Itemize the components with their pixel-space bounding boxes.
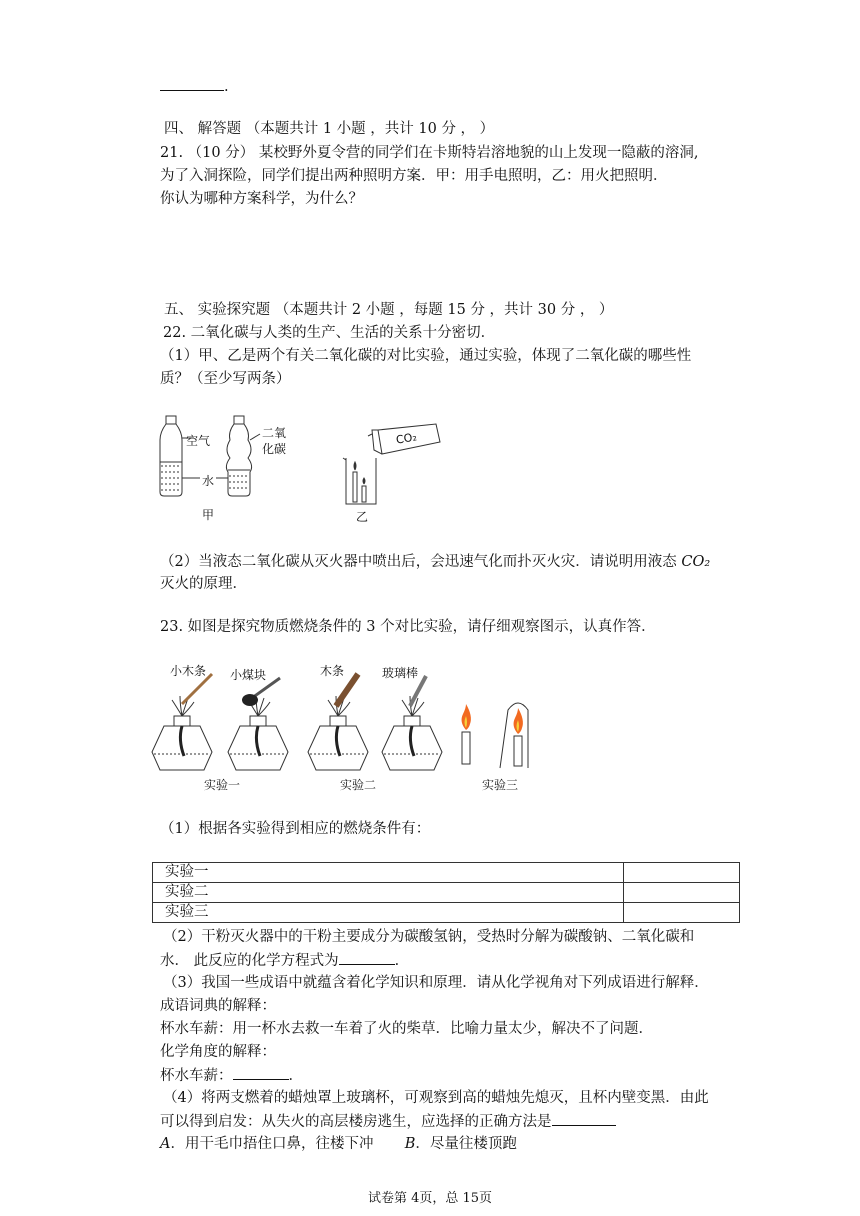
- table-row: [153, 863, 740, 883]
- q23-part4-line1: （4）将两支燃着的蜡烛罩上玻璃杯，可观察到高的蜡烛先熄灭，且杯内壁变黑．由此: [163, 1090, 709, 1106]
- q23-part3-text: 杯水车薪：: [160, 1068, 233, 1084]
- q23-part3-line2: 成语词典的解释：: [160, 998, 276, 1014]
- q22-line1: 22. 二氧化碳与人类的生产、生活的关系十分密切．: [163, 325, 496, 341]
- beaker-candles-icon: [343, 458, 376, 504]
- q23-part3-line5: 杯水车薪： ．: [160, 1065, 303, 1086]
- alcohol-lamp-2-icon: [228, 696, 288, 770]
- q22-part1-line2: 质？（至少写两条）: [160, 371, 291, 387]
- co2-formula: CO₂: [681, 554, 711, 570]
- q23-part4-text: 可以得到启发：从失火的高层楼房逃生，应选择的正确方法是: [160, 1114, 552, 1130]
- co2-experiment-figure: [150, 410, 450, 525]
- escape-answer-blank[interactable]: [552, 1111, 616, 1126]
- table-row: [153, 903, 740, 923]
- label-co2-line1: 二氧: [262, 426, 287, 440]
- q23-part2-text: 水． 此反应的化学方程式为: [160, 953, 339, 969]
- label-co2-bottle: CO₂: [395, 430, 418, 447]
- combustion-conditions-table: [152, 862, 740, 923]
- table-cell-label: 实验二: [153, 883, 624, 903]
- combustion-experiment-drawing: [150, 660, 530, 795]
- q23-part2-line2: 水． 此反应的化学方程式为 ．: [160, 950, 409, 971]
- q21-line3: 你认为哪种方案科学，为什么？: [160, 191, 363, 207]
- q22-part2-text: （2）当液态二氧化碳从灭火器中喷出后，会迅速气化而扑灭火灾．请说明用液态: [160, 554, 677, 570]
- section5-heading: 五、 实验探究题 （本题共计 2 小题 ，每题 15 分 ，共计 30 分 ， ）: [164, 302, 614, 318]
- co2-experiment-drawing: [150, 410, 450, 525]
- option-a-letter: A: [160, 1136, 171, 1152]
- candle-open-icon: [462, 704, 471, 764]
- q22-part2-line2: 灭火的原理．: [160, 576, 247, 592]
- q22-part2-line1: [160, 552, 710, 572]
- label-water: 水: [202, 474, 215, 488]
- label-air: 空气: [186, 434, 211, 448]
- section4-heading: 四、 解答题 （本题共计 1 小题 ，共计 10 分 ， ）: [164, 121, 495, 137]
- label-experiment-3: 实验三: [482, 778, 519, 792]
- alcohol-lamp-4-icon: [382, 696, 442, 770]
- q23-options: [160, 1134, 517, 1154]
- label-yi: 乙: [356, 510, 369, 524]
- table-cell-answer[interactable]: [624, 883, 740, 903]
- option-b-text: ．尽量往楼顶跑: [415, 1136, 517, 1152]
- label-experiment-2: 实验二: [340, 778, 377, 792]
- page-footer: 试卷第 4页，总 15页: [367, 1191, 493, 1206]
- idiom-answer-blank[interactable]: [233, 1065, 289, 1080]
- table-cell-answer[interactable]: [624, 903, 740, 923]
- label-co2-line2: 化碳: [262, 442, 287, 456]
- bottle-air-icon: [160, 416, 200, 496]
- answer-blank: [160, 76, 224, 91]
- q23-part3-line4: 化学角度的解释：: [160, 1044, 276, 1060]
- label-glass-rod: 玻璃棒: [382, 666, 419, 680]
- candle-covered-icon: [500, 703, 528, 768]
- period: .: [224, 79, 229, 95]
- option-a-text: ．用干毛巾捂住口鼻，往楼下冲: [170, 1136, 374, 1152]
- label-small-wood: 小木条: [170, 664, 207, 678]
- q23-part1: （1）根据各实验得到相应的燃烧条件有：: [160, 821, 431, 837]
- q23-part4-line2: [160, 1111, 616, 1132]
- alcohol-lamp-1-icon: [152, 696, 212, 770]
- q23-part3-line3: 杯水车薪：用一杯水去救一车着了火的柴草．比喻力量太少，解决不了问题．: [160, 1021, 653, 1037]
- q22-part1-line1: （1）甲、乙是两个有关二氧化碳的对比实验，通过实验，体现了二氧化碳的哪些性: [160, 348, 692, 364]
- label-wood: 木条: [320, 664, 345, 678]
- table-cell-label: 实验三: [153, 903, 624, 923]
- q21-line1: 21. （10 分） 某校野外夏令营的同学们在卡斯特岩溶地貌的山上发现一隐蔽的溶洞,: [160, 145, 699, 161]
- q21-line2: 为了入洞探险，同学们提出两种照明方案．甲：用手电照明，乙：用火把照明．: [160, 168, 668, 184]
- q23-part3-line1: （3）我国一些成语中就蕴含着化学知识和原理．请从化学视角对下列成语进行解释．: [163, 975, 709, 991]
- label-coal: 小煤块: [230, 668, 267, 682]
- q23-part2-line1: （2）干粉灭火器中的干粉主要成分为碳酸氢钠，受热时分解为碳酸钠、二氧化碳和: [163, 929, 695, 945]
- label-jia: 甲: [202, 508, 215, 522]
- q23-line1: 23. 如图是探究物质燃烧条件的 3 个对比实验，请仔细观察图示，认真作答．: [160, 619, 656, 635]
- table-cell-label: 实验一: [153, 863, 624, 883]
- label-experiment-1: 实验一: [204, 778, 241, 792]
- equation-answer-blank[interactable]: [339, 950, 395, 965]
- table-cell-answer[interactable]: [624, 863, 740, 883]
- combustion-experiment-figure: [150, 660, 530, 795]
- option-b-letter: B: [404, 1136, 416, 1152]
- table-row: [153, 883, 740, 903]
- bottle-co2-icon: [216, 416, 260, 496]
- top-answer-blank-line: [160, 76, 229, 97]
